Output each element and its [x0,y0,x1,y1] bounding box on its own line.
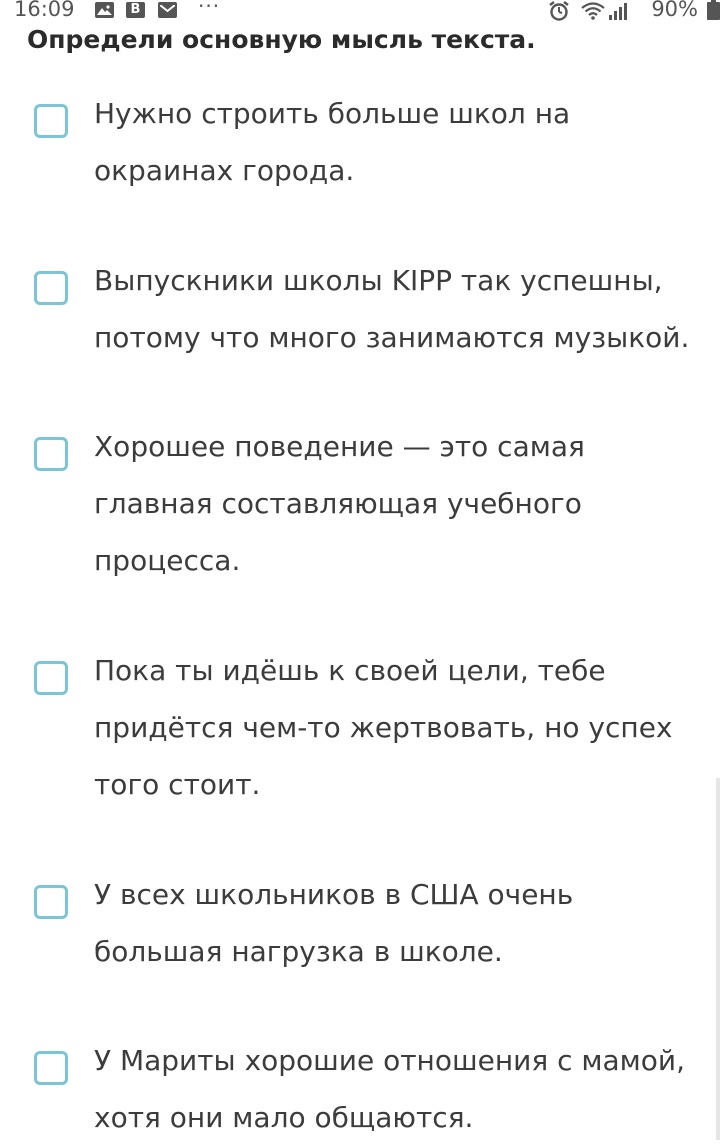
checkbox[interactable] [34,885,68,919]
signal-icon [608,2,628,24]
checkbox[interactable] [34,104,68,138]
battery-percent: 90% [651,0,698,21]
wifi-icon [580,1,606,25]
answer-option-text: Нужно строить больше школ на окраинах города. [94,97,571,187]
checkbox[interactable] [34,437,68,471]
vk-icon: B [126,2,145,18]
status-bar [0,0,720,22]
checkbox[interactable] [34,271,68,305]
answer-option-text: У всех школьников в США очень большая нагрузка в школе. [94,878,574,968]
question-title: Определи основную мысль текста. [27,25,536,54]
more-notifications-icon: ··· [198,0,221,18]
scrollbar[interactable] [716,778,720,1140]
answer-option-text: Выпускники школы KIPP так успешны, потому что много занимаются музыкой. [94,264,690,354]
answer-option-text: Хорошее поведение — это самая главная составляющая учебного процесса. [94,430,585,577]
gallery-icon [95,2,114,18]
battery-icon [707,2,720,20]
status-time: 16:09 [14,0,75,21]
alarm-icon [548,1,570,25]
answer-option-text: Пока ты идёшь к своей цели, тебе придётся чем-то жертвовать, но успех того стоит. [94,654,673,801]
checkbox[interactable] [34,1051,68,1085]
answer-option-text: У Мариты хорошие отношения с мамой, хотя они мало общаются. [94,1044,686,1134]
mail-icon [158,2,177,18]
checkbox[interactable] [34,661,68,695]
